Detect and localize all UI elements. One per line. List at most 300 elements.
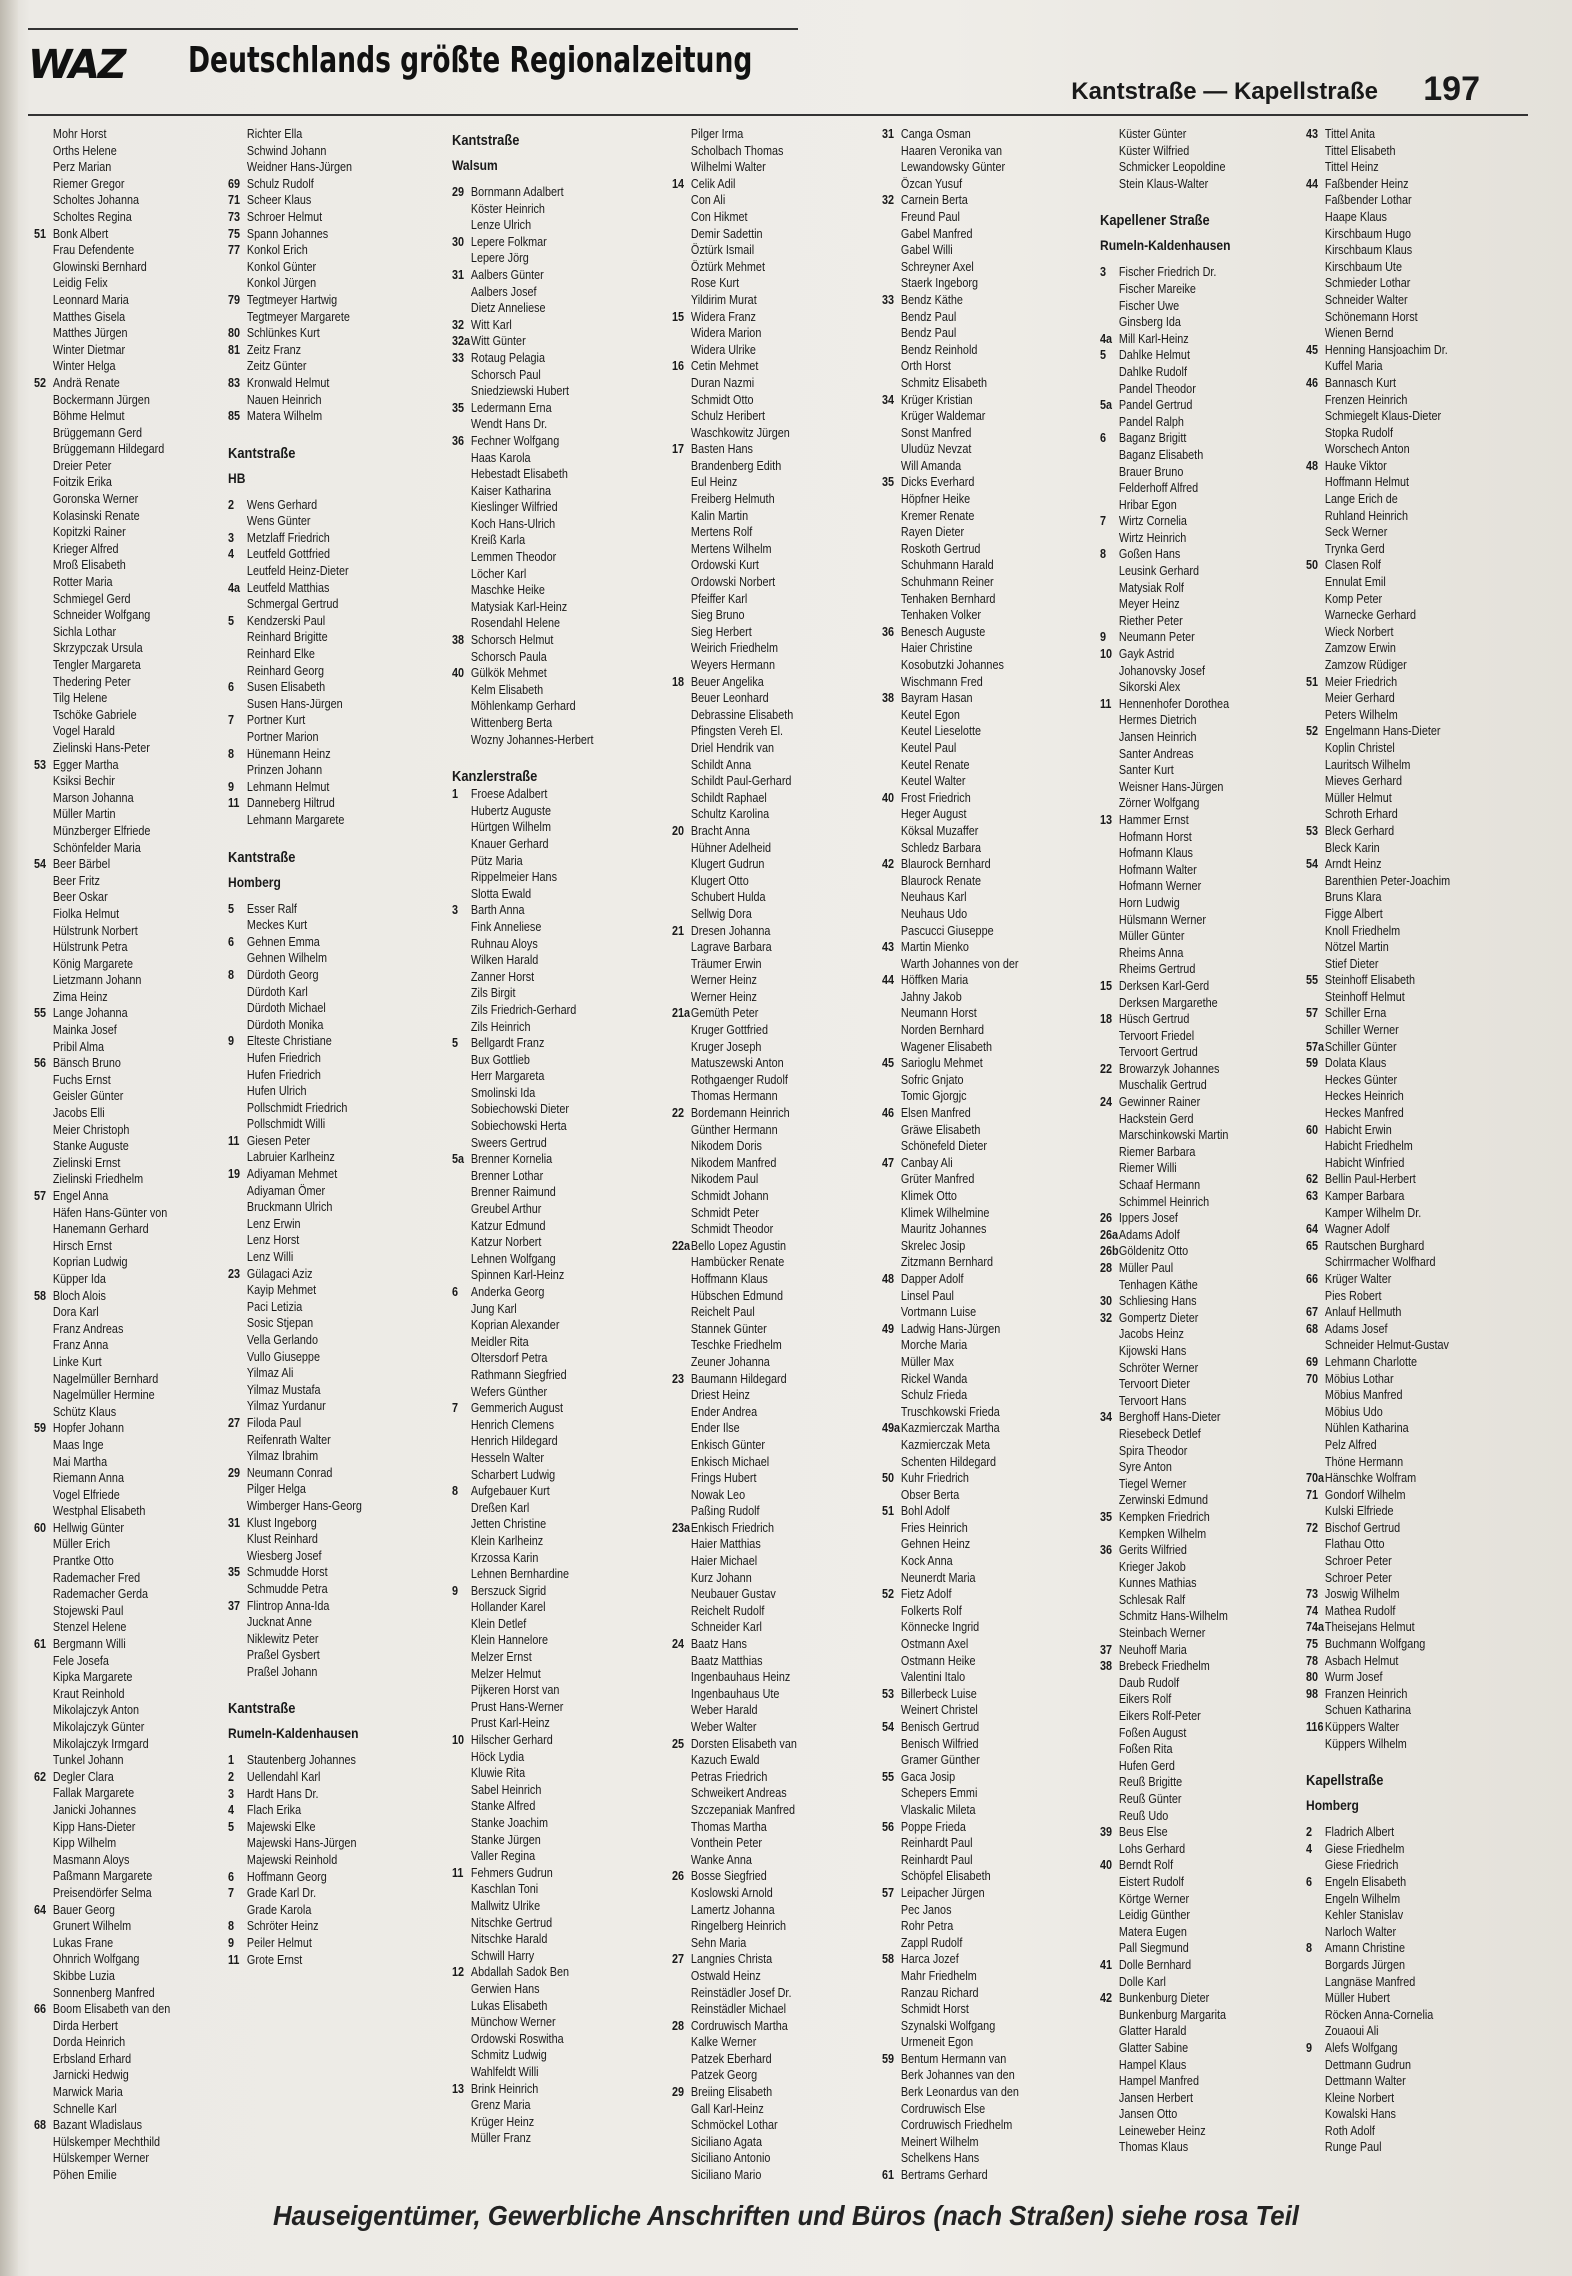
resident-name: Tschöke Gabriele xyxy=(52,707,137,722)
resident-entry xyxy=(452,1467,594,1484)
resident-entry xyxy=(1100,1326,1230,1343)
resident-entry xyxy=(1306,1022,1450,1039)
resident-entry xyxy=(34,1387,170,1404)
resident-name: Ranzau Richard xyxy=(900,1985,979,2000)
resident-name: Keutel Paul xyxy=(900,740,957,755)
resident-name: Masmann Aloys xyxy=(52,1852,130,1867)
resident-entry xyxy=(882,939,1019,956)
resident-name: Mai Martha xyxy=(52,1454,108,1469)
resident-entry xyxy=(672,408,797,425)
resident-name: Eul Heinz xyxy=(690,475,738,490)
house-number: 23 xyxy=(672,1371,685,1386)
resident-name: Beuer Angelika xyxy=(690,674,764,689)
resident-entry xyxy=(452,1350,594,1367)
resident-entry xyxy=(672,259,797,276)
resident-name: Steinbach Werner xyxy=(1118,1626,1206,1641)
resident-name: Kaiser Katharina xyxy=(470,483,551,498)
resident-entry xyxy=(1306,1039,1450,1056)
resident-entry xyxy=(34,856,170,873)
resident-entry xyxy=(228,1100,362,1117)
header-top-rule xyxy=(28,28,798,30)
resident-entry xyxy=(34,557,170,574)
street-heading: Kantstraße xyxy=(228,444,296,462)
resident-name: Majewski Hans-Jürgen xyxy=(246,1836,357,1851)
house-number: 11 xyxy=(452,1865,464,1880)
resident-name: Hülskemper Mechthild xyxy=(52,2134,161,2149)
resident-entry xyxy=(228,497,362,514)
resident-entry xyxy=(882,923,1019,940)
resident-name: Bracht Anna xyxy=(690,823,750,838)
resident-name: Riemann Anna xyxy=(52,1471,124,1486)
resident-entry xyxy=(882,707,1019,724)
resident-name: Klimek Wilhelmine xyxy=(900,1205,990,1220)
resident-entry xyxy=(228,795,362,812)
resident-name: Orths Helene xyxy=(52,143,117,158)
resident-name: Yilmaz Mustafa xyxy=(246,1382,321,1397)
resident-name: Bleck Gerhard xyxy=(1324,823,1395,838)
resident-entry xyxy=(672,1171,797,1188)
resident-name: Gerits Wilfried xyxy=(1118,1543,1187,1558)
resident-entry xyxy=(34,1619,170,1636)
resident-name: Sellwig Dora xyxy=(690,906,752,921)
resident-name: Zils Friedrich-Gerhard xyxy=(470,1002,577,1017)
resident-name: Canbay Ali xyxy=(900,1155,953,1170)
resident-name: Kock Anna xyxy=(900,1554,953,1569)
resident-entry xyxy=(672,491,797,508)
resident-name: Schmitz Elisabeth xyxy=(900,375,988,390)
resident-entry xyxy=(34,591,170,608)
resident-entry xyxy=(1306,657,1450,674)
resident-name: Rayen Dieter xyxy=(900,525,965,540)
resident-entry xyxy=(882,1819,1019,1836)
resident-name: Haas Karola xyxy=(470,450,531,465)
resident-name: Susen Elisabeth xyxy=(246,680,326,695)
resident-entry xyxy=(1306,2106,1450,2123)
resident-name: Cordruwisch Else xyxy=(900,2101,986,2116)
resident-entry xyxy=(34,1935,170,1952)
resident-entry xyxy=(1100,1808,1230,1825)
resident-name: Daub Rudolf xyxy=(1118,1675,1180,1690)
house-number: 58 xyxy=(34,1288,47,1303)
resident-name: Fink Anneliese xyxy=(470,919,542,934)
resident-name: Nühlen Katharina xyxy=(1324,1421,1409,1436)
resident-entry xyxy=(1100,762,1230,779)
resident-entry xyxy=(1100,845,1230,862)
resident-entry xyxy=(228,1819,362,1836)
resident-name: Hollander Karel xyxy=(470,1600,546,1615)
resident-name: Schmieder Lothar xyxy=(1324,276,1411,291)
resident-name: Berghoff Hans-Dieter xyxy=(1118,1410,1221,1425)
resident-entry xyxy=(452,869,594,886)
resident-entry xyxy=(1306,1205,1450,1222)
resident-name: Ohnrich Wolfgang xyxy=(52,1952,140,1967)
resident-name: Ostwald Heinz xyxy=(690,1968,761,1983)
resident-entry xyxy=(228,1000,362,1017)
resident-entry xyxy=(34,674,170,691)
resident-name: Boom Elisabeth van den xyxy=(52,2002,171,2017)
resident-name: Canga Osman xyxy=(900,127,971,141)
resident-name: Tomic Gjorgjc xyxy=(900,1089,967,1104)
resident-entry xyxy=(1100,1592,1230,1609)
resident-entry xyxy=(882,823,1019,840)
house-number: 6 xyxy=(452,1285,459,1299)
resident-name: Kreiß Karla xyxy=(470,533,526,548)
resident-name: Lehmann Helmut xyxy=(246,779,330,794)
resident-name: Westphal Elisabeth xyxy=(52,1504,146,1519)
resident-name: Hauke Viktor xyxy=(1324,458,1387,473)
resident-name: Wilken Harald xyxy=(470,953,539,968)
resident-name: Brandenberg Edith xyxy=(690,458,782,473)
resident-entry xyxy=(34,1902,170,1919)
resident-name: Sweers Gertrud xyxy=(470,1135,547,1150)
house-number: 47 xyxy=(882,1155,895,1170)
resident-entry xyxy=(882,1437,1019,1454)
house-number: 55 xyxy=(34,1006,47,1021)
resident-entry xyxy=(34,2084,170,2101)
resident-entry xyxy=(672,1702,797,1719)
resident-entry xyxy=(882,690,1019,707)
resident-entry xyxy=(882,1570,1019,1587)
resident-entry xyxy=(34,1653,170,1670)
resident-name: Brüggemann Hildegard xyxy=(52,442,165,457)
house-number: 56 xyxy=(34,1056,47,1071)
resident-entry xyxy=(1100,1940,1230,1957)
resident-entry xyxy=(1306,1974,1450,1991)
resident-name: Hebestadt Elisabeth xyxy=(470,467,568,482)
resident-entry xyxy=(672,524,797,541)
resident-name: Scharbert Ludwig xyxy=(470,1467,556,1482)
resident-entry xyxy=(452,2014,594,2031)
resident-entry xyxy=(1306,840,1450,857)
resident-entry xyxy=(452,1118,594,1135)
resident-name: Bellin Paul-Herbert xyxy=(1324,1172,1416,1187)
resident-entry xyxy=(882,2134,1019,2151)
resident-entry xyxy=(34,956,170,973)
resident-entry xyxy=(228,1017,362,1034)
resident-entry xyxy=(452,1832,594,1849)
resident-name: Konkol Erich xyxy=(246,243,308,258)
resident-entry xyxy=(672,989,797,1006)
resident-entry xyxy=(34,1520,170,1537)
resident-name: Lemmen Theodor xyxy=(470,550,557,565)
resident-entry xyxy=(1100,646,1230,663)
resident-entry xyxy=(672,723,797,740)
resident-entry xyxy=(1100,878,1230,895)
house-number: 36 xyxy=(882,624,895,639)
resident-entry xyxy=(672,674,797,691)
resident-entry xyxy=(1306,1454,1450,1471)
house-number: 68 xyxy=(1306,1321,1319,1336)
resident-name: Werner Heinz xyxy=(690,989,757,1004)
resident-entry xyxy=(882,1520,1019,1537)
house-number: 61 xyxy=(882,2168,895,2183)
resident-entry xyxy=(34,2001,170,2018)
resident-name: Derksen Margarethe xyxy=(1118,995,1218,1010)
resident-entry xyxy=(882,375,1019,392)
resident-name: Bannasch Kurt xyxy=(1324,375,1396,390)
resident-entry xyxy=(452,2097,594,2114)
house-number: 35 xyxy=(228,1565,241,1580)
resident-name: Meidler Rita xyxy=(470,1334,529,1349)
resident-name: Froese Adalbert xyxy=(470,787,548,802)
house-number: 71 xyxy=(228,193,241,208)
resident-name: Schultz Karolina xyxy=(690,807,770,822)
resident-name: Dresen Johanna xyxy=(690,923,771,938)
resident-entry xyxy=(1100,596,1230,613)
resident-entry xyxy=(34,159,170,176)
resident-name: Reichelt Paul xyxy=(690,1305,755,1320)
resident-name: Tervoort Friedel xyxy=(1118,1028,1195,1043)
resident-entry xyxy=(1100,1144,1230,1161)
directory-column-6 xyxy=(1100,126,1230,2156)
resident-entry xyxy=(882,790,1019,807)
resident-entry xyxy=(672,1553,797,1570)
resident-name: Neuhoff Maria xyxy=(1118,1642,1187,1657)
resident-entry xyxy=(34,1702,170,1719)
resident-entry xyxy=(228,1448,362,1465)
resident-entry xyxy=(34,989,170,1006)
resident-entry xyxy=(882,1702,1019,1719)
resident-name: Hülstrunk Norbert xyxy=(52,923,138,938)
house-number: 50 xyxy=(882,1471,895,1486)
resident-entry xyxy=(228,1033,362,1050)
resident-entry xyxy=(228,1802,362,1819)
resident-entry xyxy=(882,806,1019,823)
resident-entry xyxy=(228,1769,362,1786)
resident-entry xyxy=(882,956,1019,973)
resident-name: Wiesberg Josef xyxy=(246,1548,322,1563)
house-number: 9 xyxy=(1100,630,1107,645)
resident-name: Haaren Veronika van xyxy=(900,143,1003,158)
resident-entry xyxy=(672,474,797,491)
resident-name: Ordowski Norbert xyxy=(690,575,776,590)
house-number: 21 xyxy=(672,923,685,938)
resident-name: Bunkenburg Margarita xyxy=(1118,2007,1227,2022)
resident-name: Gramer Günther xyxy=(900,1753,980,1768)
house-number: 38 xyxy=(1100,1659,1113,1674)
resident-name: Kazmierczak Martha xyxy=(900,1421,1000,1436)
resident-entry xyxy=(882,1785,1019,1802)
house-number: 5 xyxy=(228,1819,235,1834)
resident-name: Köster Heinrich xyxy=(470,201,545,216)
resident-name: Faßbender Heinz xyxy=(1324,176,1409,191)
resident-entry xyxy=(882,458,1019,475)
resident-entry xyxy=(1306,408,1450,425)
resident-entry xyxy=(1100,1542,1230,1559)
house-number: 20 xyxy=(672,823,685,838)
house-number: 26b xyxy=(1100,1244,1119,1259)
resident-entry xyxy=(452,715,594,732)
resident-name: Reuß Udo xyxy=(1118,1808,1169,1823)
resident-entry xyxy=(228,226,362,243)
resident-name: Lukas Elisabeth xyxy=(470,1998,548,2013)
resident-entry xyxy=(34,1686,170,1703)
resident-entry xyxy=(228,1835,362,1852)
resident-entry xyxy=(1100,397,1230,414)
house-number: 62 xyxy=(1306,1172,1319,1187)
resident-name: Zörner Wolfgang xyxy=(1118,796,1200,811)
resident-name: Pandel Theodor xyxy=(1118,381,1196,396)
resident-entry xyxy=(34,1536,170,1553)
resident-name: Kosobutzki Johannes xyxy=(900,658,1004,672)
resident-name: Richter Ella xyxy=(246,127,303,141)
resident-name: Rotaug Pelagia xyxy=(470,350,545,365)
resident-name: Matthes Gisela xyxy=(52,309,126,324)
resident-entry xyxy=(672,1371,797,1388)
resident-entry xyxy=(34,1885,170,1902)
resident-name: Rosendahl Helene xyxy=(470,616,561,631)
resident-entry xyxy=(1100,176,1230,193)
resident-entry xyxy=(882,1968,1019,1985)
resident-name: Hammer Ernst xyxy=(1118,812,1189,827)
resident-entry xyxy=(228,1752,362,1769)
resident-entry xyxy=(34,1785,170,1802)
waz-logo: WAZ xyxy=(23,42,129,88)
resident-name: Meier Christoph xyxy=(52,1122,130,1137)
resident-name: Tegtmeyer Margarete xyxy=(246,309,350,324)
resident-name: Zielinski Hans-Peter xyxy=(52,740,150,755)
resident-name: Sonst Manfred xyxy=(900,425,972,440)
resident-entry xyxy=(34,1105,170,1122)
resident-entry xyxy=(34,275,170,292)
house-number: 57a xyxy=(1306,1039,1325,1054)
resident-entry xyxy=(882,2018,1019,2035)
resident-entry xyxy=(228,1902,362,1919)
resident-name: Dorsten Elisabeth van xyxy=(690,1736,797,1751)
resident-entry xyxy=(672,1520,797,1537)
resident-name: Zamzow Rüdiger xyxy=(1324,658,1407,672)
resident-entry xyxy=(34,2101,170,2118)
resident-entry xyxy=(882,1885,1019,1902)
resident-name: Tenhaken Bernhard xyxy=(900,591,996,606)
resident-entry xyxy=(34,1985,170,2002)
resident-entry xyxy=(34,1636,170,1653)
resident-entry xyxy=(672,1155,797,1172)
resident-entry xyxy=(1306,1586,1450,1603)
resident-entry xyxy=(882,1868,1019,1885)
resident-name: Foßen Rita xyxy=(1118,1742,1173,1757)
resident-name: Schmitz Ludwig xyxy=(470,2048,547,2063)
resident-name: Figge Albert xyxy=(1324,906,1383,921)
resident-entry xyxy=(1100,1409,1230,1426)
resident-name: Schlesak Ralf xyxy=(1118,1592,1186,1607)
resident-entry xyxy=(882,757,1019,774)
resident-name: Eikers Rolf-Peter xyxy=(1118,1709,1201,1724)
resident-entry xyxy=(882,1852,1019,1869)
resident-entry xyxy=(672,1835,797,1852)
resident-entry xyxy=(452,333,594,350)
resident-name: Schönefeld Dieter xyxy=(900,1139,988,1154)
house-number: 51 xyxy=(34,226,47,241)
resident-name: Hirsch Ernst xyxy=(52,1238,112,1253)
resident-entry xyxy=(672,143,797,160)
resident-entry xyxy=(1100,663,1230,680)
resident-entry xyxy=(672,2001,797,2018)
resident-entry xyxy=(1306,1990,1450,2007)
resident-name: Dirda Herbert xyxy=(52,2018,118,2033)
house-number: 55 xyxy=(882,1769,895,1784)
resident-entry xyxy=(882,1188,1019,1205)
resident-entry xyxy=(672,1686,797,1703)
resident-name: Kowalski Hans xyxy=(1324,2107,1396,2122)
house-number: 40 xyxy=(1100,1858,1113,1873)
resident-name: Rose Kurt xyxy=(690,276,740,291)
resident-entry xyxy=(1306,1907,1450,1924)
resident-name: Kirschbaum Ute xyxy=(1324,259,1402,274)
district-heading: Rumeln-Kaldenhausen xyxy=(228,1725,359,1742)
resident-entry xyxy=(882,1752,1019,1769)
house-number: 23 xyxy=(228,1266,241,1281)
resident-entry xyxy=(672,342,797,359)
resident-name: Bischof Gertrud xyxy=(1324,1520,1401,1535)
resident-entry xyxy=(1306,1940,1450,1957)
resident-entry xyxy=(34,143,170,160)
house-number: 4 xyxy=(1306,1841,1313,1856)
resident-entry xyxy=(452,2130,594,2147)
house-number: 37 xyxy=(1100,1642,1113,1657)
resident-entry xyxy=(228,126,362,143)
resident-name: Kaschlan Toni xyxy=(470,1882,539,1897)
resident-name: Beuer Leonhard xyxy=(690,691,769,706)
resident-entry xyxy=(228,729,362,746)
resident-name: Peters Wilhelm xyxy=(1324,707,1398,722)
house-number: 25 xyxy=(672,1736,685,1751)
resident-name: Hardt Hans Dr. xyxy=(246,1786,319,1801)
resident-name: Flach Erika xyxy=(246,1803,302,1818)
resident-name: Vullo Giuseppe xyxy=(246,1349,320,1364)
resident-name: Riesebeck Detlef xyxy=(1118,1426,1201,1441)
resident-entry xyxy=(228,1133,362,1150)
resident-entry xyxy=(672,325,797,342)
resident-entry xyxy=(672,1354,797,1371)
resident-entry xyxy=(1306,176,1450,193)
resident-entry xyxy=(672,2051,797,2068)
resident-name: Bauer Georg xyxy=(52,1902,115,1917)
house-number: 19 xyxy=(228,1167,241,1182)
resident-name: Jarnicki Hedwig xyxy=(52,2068,129,2083)
resident-name: Glowinski Bernhard xyxy=(52,259,147,274)
resident-entry xyxy=(1100,1376,1230,1393)
resident-name: Meyer Heinz xyxy=(1118,597,1180,612)
resident-name: Felderhoff Alfred xyxy=(1118,481,1199,496)
resident-entry xyxy=(882,342,1019,359)
resident-name: Lehmann Margarete xyxy=(246,812,345,827)
resident-name: Konkol Günter xyxy=(246,259,317,274)
resident-name: Brenner Kornelia xyxy=(470,1152,553,1167)
resident-name: Ruhland Heinrich xyxy=(1324,508,1409,523)
house-number: 29 xyxy=(452,185,465,199)
resident-entry xyxy=(672,690,797,707)
resident-entry xyxy=(672,126,797,143)
section-spacer xyxy=(1100,192,1230,206)
resident-entry xyxy=(34,972,170,989)
resident-entry xyxy=(34,923,170,940)
resident-name: Zielinski Friedhelm xyxy=(52,1172,144,1187)
resident-name: Höck Lydia xyxy=(470,1749,525,1764)
resident-entry xyxy=(882,358,1019,375)
resident-entry xyxy=(882,1304,1019,1321)
resident-name: Leidig Felix xyxy=(52,276,108,291)
resident-entry xyxy=(672,1088,797,1105)
resident-name: Mertens Rolf xyxy=(690,525,753,540)
resident-entry xyxy=(228,1481,362,1498)
resident-name: Müller Paul xyxy=(1118,1261,1174,1275)
resident-name: Dolle Karl xyxy=(1118,1974,1166,1989)
resident-entry xyxy=(1100,1841,1230,1858)
resident-name: Hampel Klaus xyxy=(1118,2057,1187,2072)
resident-name: Siciliano Antonio xyxy=(690,2151,771,2166)
resident-name: Erbsland Erhard xyxy=(52,2051,132,2066)
